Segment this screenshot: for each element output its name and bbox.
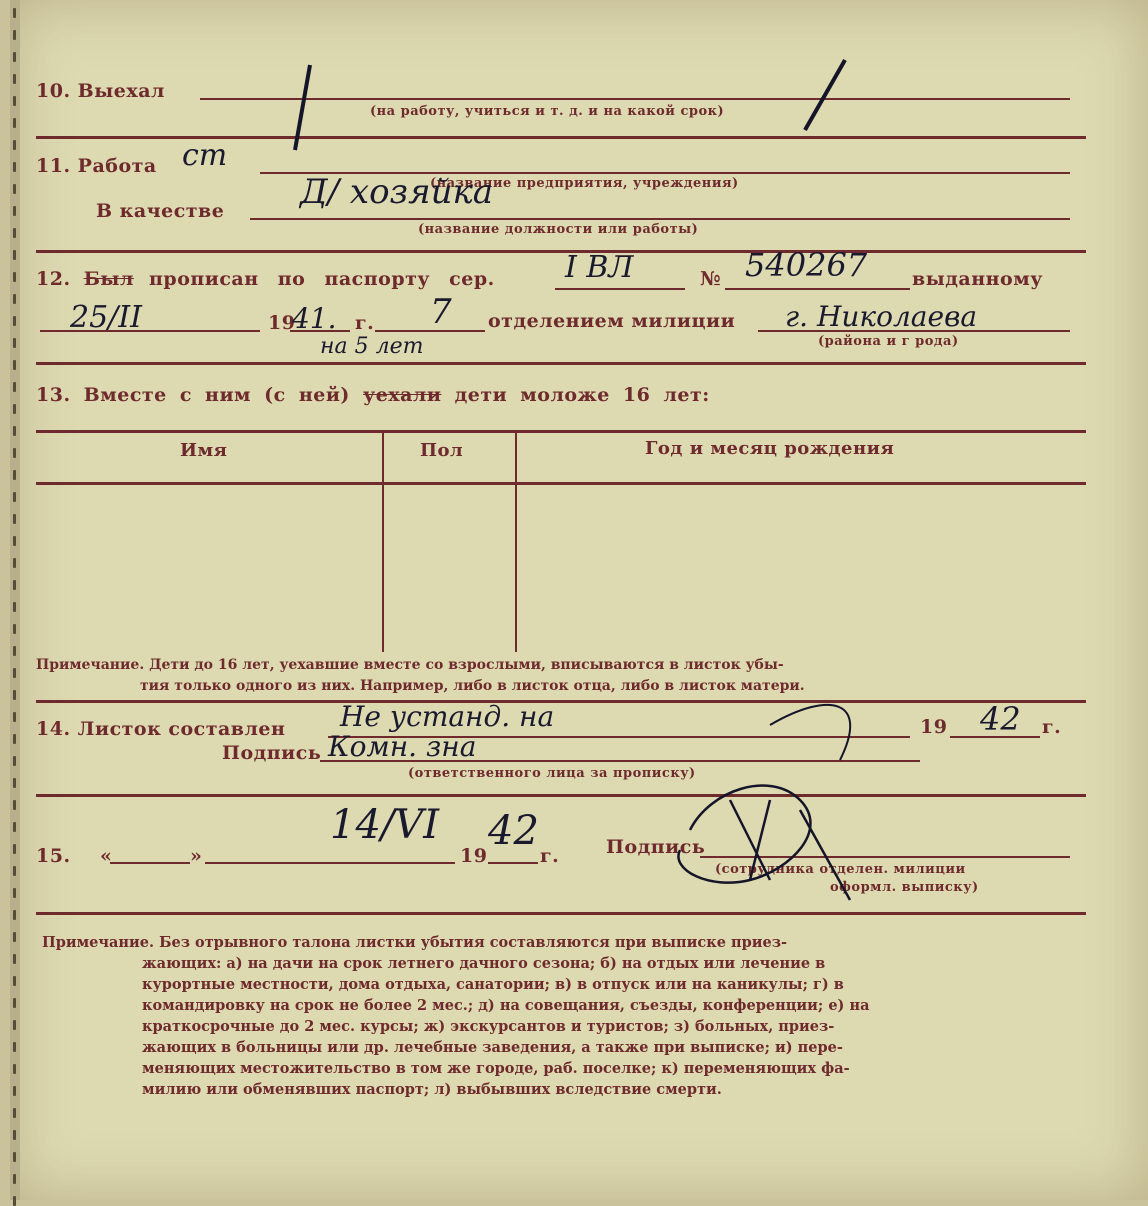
- field-13-struck: уехали: [363, 384, 442, 406]
- hw-passport-no: 540267: [745, 246, 868, 284]
- scribble-mark: [770, 705, 850, 760]
- hw-f15-date: 14/VI: [330, 802, 440, 848]
- field-12-dept: отделением милиции: [488, 310, 736, 332]
- field-12-dept-hint: (района и г рода): [818, 334, 959, 349]
- hw-issue-date: 25/II: [70, 300, 142, 335]
- table-col-sex: Пол: [420, 440, 464, 461]
- field-12-g: г.: [355, 312, 375, 334]
- field-15-g: г.: [540, 845, 560, 867]
- field-15-hint1: (сотрудника отделен. милиции: [715, 862, 966, 877]
- hw-f14-year: 42: [980, 700, 1021, 738]
- field-15-sign: Подпись: [606, 836, 706, 858]
- hw-dept-note: на 5 лет: [320, 334, 424, 359]
- field-12-issued: выданному: [912, 268, 1043, 290]
- hw-f11-value: Д/ хозяйка: [300, 172, 494, 212]
- handwritten-dashes: [10, 0, 1148, 1200]
- field-14-sign: Подпись: [222, 742, 322, 764]
- field-14-label: 14. Листок составлен: [36, 718, 286, 740]
- hw-f11-work: ст: [182, 138, 228, 173]
- note-2-line: меняющих местожительство в том же городе, раб. поселке; к) переменяющих фа-: [142, 1060, 850, 1077]
- field-10-label: 10. Выехал: [36, 80, 165, 102]
- field-11b-label: В качестве: [96, 200, 225, 222]
- dash-mark-10b: [805, 60, 845, 130]
- field-12-prefix: 12.: [36, 268, 71, 290]
- field-11b-hint: (название должности или работы): [418, 222, 699, 237]
- note-2-line: курортные местности, дома отдыха, санатории; в) в отпуск или на каникулы; г) в: [142, 976, 844, 993]
- table-col-birth: Год и месяц рождения: [645, 438, 895, 459]
- hw-f14-value: Не устанд. на: [340, 700, 555, 733]
- note-1-line2: тия только одного из них. Например, либо в листок отца, либо в листок матери.: [140, 678, 805, 694]
- field-14-g: г.: [1042, 716, 1062, 738]
- field-14-hint: (ответственного лица за прописку): [408, 766, 696, 781]
- dash-mark-10a: [295, 65, 310, 150]
- field-15-label: 15.: [36, 845, 71, 867]
- note-2-line: Примечание. Без отрывного талона листки убытия составляются при выписке приез-: [42, 934, 787, 951]
- note-2-line: краткосрочные до 2 мес. курсы; ж) экскурсантов и туристов; з) больных, приез-: [142, 1018, 835, 1035]
- field-12-year-prefix: 19: [268, 312, 296, 334]
- field-10-hint: (на работу, учиться и т. д. и на какой срок): [370, 104, 725, 119]
- hw-f14-sign: Комн. зна: [328, 730, 477, 763]
- field-15-hint2: оформл. выписку): [830, 880, 979, 895]
- note-2-line: жающих: а) на дачи на срок летнего дачного сезона; б) на отдых или лечение в: [142, 955, 826, 972]
- note-2-line: командировку на срок не более 2 мес.; д) на совещания, съезды, конференции; е) на: [142, 997, 870, 1014]
- field-13-prefix: 13. Вместе с ним (с ней): [36, 384, 350, 406]
- field-12-struck: Был: [83, 268, 134, 290]
- field-11-label: 11. Работа: [36, 155, 157, 177]
- note-2-line: милию или обменявших паспорт; л) выбывших вследствие смерти.: [142, 1081, 722, 1098]
- note-2-line: жающих в больницы или др. лечебные заведения, а также при выписке; и) пере-: [142, 1039, 843, 1056]
- hw-dept-no: 7: [430, 292, 452, 332]
- signature-stroke: [730, 800, 850, 900]
- hw-f15-year: 42: [488, 808, 539, 854]
- field-15-quote-close: »: [190, 845, 203, 867]
- field-15-quote-open: «: [100, 845, 113, 867]
- signature-stroke: [678, 786, 810, 883]
- field-12-no: №: [700, 268, 722, 290]
- note-1-line1: Примечание. Дети до 16 лет, уехавшие вместе со взрослыми, вписываются в листок убы-: [36, 657, 784, 673]
- field-13-text: дети моложе 16 лет:: [454, 384, 710, 406]
- form-sheet: [10, 0, 1148, 1200]
- field-14-year-prefix: 19: [920, 716, 948, 738]
- table-col-name: Имя: [180, 440, 228, 461]
- hw-issue-year: 41.: [292, 302, 337, 335]
- hw-dept-city: г. Николаева: [785, 300, 978, 333]
- field-12-text: прописан по паспорту сер.: [149, 268, 495, 290]
- field-11-hint: (название предприятия, учреждения): [430, 176, 739, 191]
- hw-series: I ВЛ: [565, 250, 634, 285]
- field-15-year-prefix: 19: [460, 845, 488, 867]
